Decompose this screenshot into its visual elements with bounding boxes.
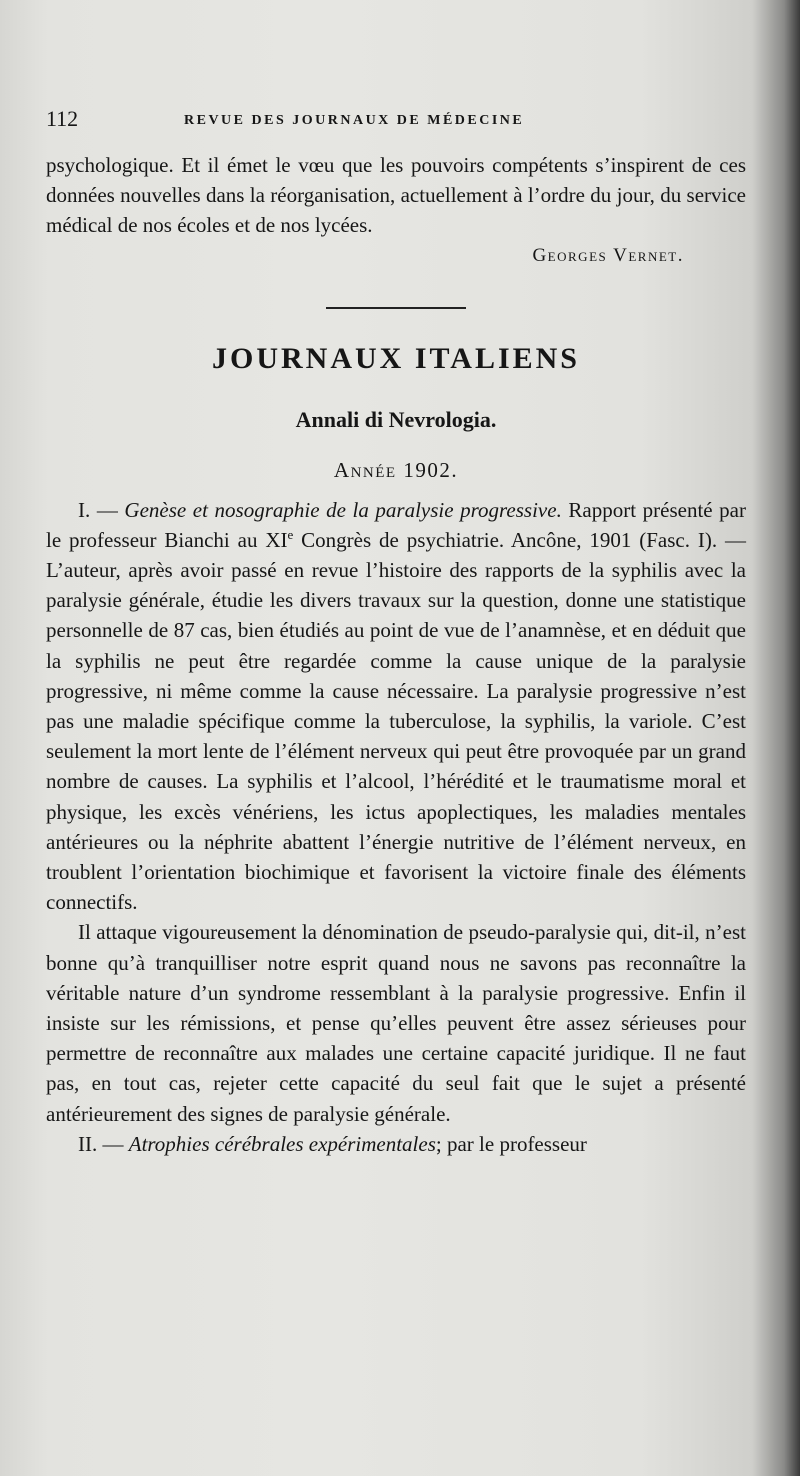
item-1-title: Genèse et nosographie de la paralysie progressive. [124,497,562,522]
item-2-number: II. — [78,1131,124,1156]
article-item-2 [46,1129,746,1159]
running-title: REVUE DES JOURNAUX DE MÉDECINE [184,113,525,128]
book-page [46,100,746,1450]
top-paragraph: psychologique. Et il émet le vœu que les pouvoirs compétents s’inspirent de ces données nouvelles dans la réorganisation, actuellement à l’ordre du jour, du service médical de nos écoles et de nos lycées. [46,153,746,238]
journal-year: Année 1902. [333,457,459,482]
item-1-number: I. — [78,497,118,522]
item-2-title: Atrophies cérébrales expérimentales [128,1131,436,1156]
article-item-1 [46,495,746,918]
text-block [46,150,746,1159]
item-1-text-a: Rapport présenté par le professeur Bianchi au XI [46,497,746,552]
section-title: JOURNAUX ITALIENS [212,341,580,375]
journal-title: Annali di Nevrologia. [295,406,497,432]
section-divider [326,307,466,309]
running-head [46,106,746,136]
item-1-superscript: e [287,526,294,542]
author-signature: Georges Vernet. [532,244,684,266]
page-number: 112 [46,106,79,131]
paragraph-2: Il attaque vigoureusement la dénomination de pseudo-paralysie qui, dit-il, n’est bonne qu’à tranquilliser notre esprit quand nous ne savons pas reconnaître la véritable nature d’un syndrome ressemblant à la paralysie progressive. Enfin il insiste sur les rémissions, et pense qu’elles peuvent être assez sérieuses pour permettre de reconnaître aux malades une certaine capacité juridique. Il ne faut pas, en tout cas, rejeter cette capacité du seul fait que le sujet a présenté antérieurement des signes de paralysie générale. [46,920,746,1126]
item-1-text-b: Congrès de psychiatrie. Ancône, 1901 (Fasc. I). — L’auteur, après avoir passé en revue l’histoire des rapports de la syphilis avec la paralysie générale, étudie les divers travaux sur la question, donne une statistique personnelle de 87 cas, bien étudiés au point de vue de l’anamnèse, et en déduit que la syphilis ne peut être regardée comme la cause unique de la paralysie progressive, ni même comme la cause nécessaire. La paralysie progressive n’est pas une maladie spécifique comme la tuberculose, la syphilis, la variole. C’est seulement la mort lente de l’élément nerveux qui peut être provoquée par un grand nombre de causes. La syphilis et l’alcool, l’hérédité et le traumatisme moral et physique, les excès vénériens, les ictus apoplectiques, les maladies mentales antérieures ou la néphrite abattent l’énergie nutritive de l’élément nerveux, en troublent l’orientation biochimique et favorisent la victoire finale des éléments connectifs. [46,527,746,915]
item-2-text: ; par le professeur [435,1131,587,1156]
